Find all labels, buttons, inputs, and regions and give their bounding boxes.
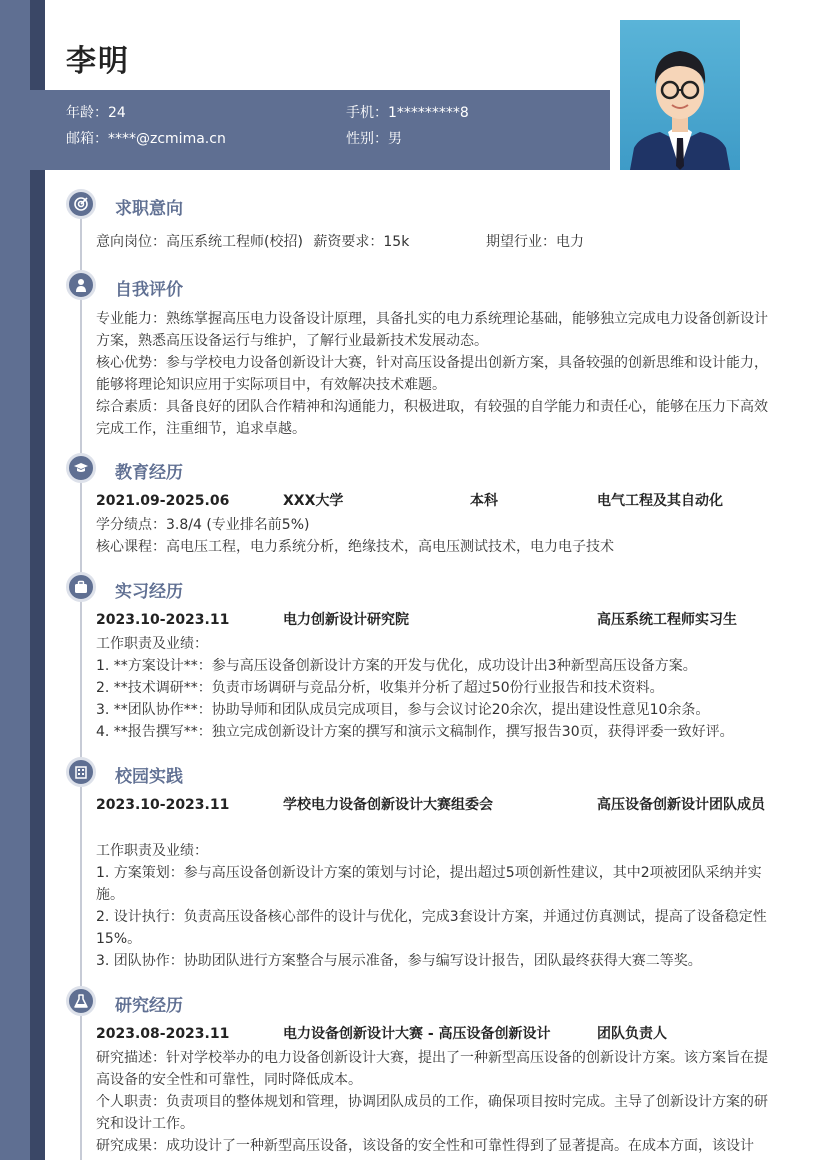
internship-header-row (96, 609, 768, 631)
internship-details (96, 633, 768, 743)
intent-industry: 期望行业：电力 (486, 234, 584, 250)
internship-duty-label: 工作职责及业绩： (96, 636, 208, 652)
campus-header-row (96, 794, 768, 816)
person-icon (66, 270, 96, 300)
education-courses: 核心课程：高电压工程，电力系统分析，绝缘技术，高电压测试技术，电力电子技术 (96, 539, 614, 555)
avatar-illustration (620, 20, 740, 170)
list-item: 2. **技术调研**：负责市场调研与竞品分析，收集并分析了超过50份行业报告和技术资料。 (96, 680, 664, 696)
list-item: 3. **团队协作**：协助导师和团队成员完成项目，参与会议讨论20余次，提出建设性意见10余条。 (96, 702, 710, 718)
left-accent-bar-dark (30, 0, 45, 1160)
education-school: XXX大学 (283, 493, 344, 509)
campus-duty-label: 工作职责及业绩： (96, 843, 208, 859)
briefcase-icon (66, 572, 96, 602)
education-header-row (96, 490, 768, 512)
target-icon (66, 189, 96, 219)
age-label: 年龄： (66, 105, 108, 121)
phone-label: 手机： (346, 105, 388, 121)
campus-org: 学校电力设备创新设计大赛组委会 (283, 797, 493, 813)
email-field (66, 128, 226, 148)
research-date: 2023.08-2023.11 (96, 1026, 230, 1042)
age-value: 24 (108, 105, 126, 121)
email-label: 邮箱： (66, 131, 108, 147)
phone-value: 1*********8 (388, 105, 469, 121)
education-date: 2021.09-2025.06 (96, 493, 230, 509)
graduation-cap-icon (66, 453, 96, 483)
research-role: 团队负责人 (597, 1026, 667, 1042)
self-eval-p1: 专业能力：熟练掌握高压电力设备设计原理，具备扎实的电力系统理论基础，能够独立完成电力设备创新设计方案，熟悉高压设备运行与维护，了解行业最新技术发展动态。 (96, 311, 768, 349)
internship-role: 高压系统工程师实习生 (597, 612, 737, 628)
self-eval-block (96, 308, 768, 440)
section-title-intent: 求职意向 (115, 199, 183, 219)
profile-photo (620, 20, 740, 170)
internship-company: 电力创新设计研究院 (283, 612, 409, 628)
gender-value: 男 (388, 131, 402, 147)
gender-field (346, 128, 402, 148)
section-title-internship: 实习经历 (115, 582, 183, 602)
intent-row (96, 231, 768, 253)
section-title-research: 研究经历 (115, 996, 183, 1016)
campus-details (96, 840, 768, 972)
email-value: ****@zcmima.cn (108, 131, 226, 147)
list-item: 1. 方案策划：参与高压设备创新设计方案的策划与讨论，提出超过5项创新性建议，其中2项被团队采纳并实施。 (96, 865, 762, 903)
campus-role: 高压设备创新设计团队成员 (597, 797, 765, 813)
research-result: 研究成果：成功设计了一种新型高压设备，该设备的安全性和可靠性得到了显著提高。在成本方面，该设计 (96, 1138, 754, 1154)
list-item: 2. 设计执行：负责高压设备核心部件的设计与优化，完成3套设计方案，并通过仿真测试，提高了设备稳定性15%。 (96, 909, 767, 947)
education-gpa: 学分绩点：3.8/4 (专业排名前5%) (96, 517, 310, 533)
research-header-row (96, 1023, 768, 1045)
gender-label: 性别： (346, 131, 388, 147)
list-item: 1. **方案设计**：参与高压设备创新设计方案的开发与优化，成功设计出3种新型高压设备方案。 (96, 658, 697, 674)
building-icon (66, 757, 96, 787)
section-title-education: 教育经历 (115, 463, 183, 483)
intent-position: 意向岗位：高压系统工程师(校招) (96, 234, 303, 250)
list-item: 4. **报告撰写**：独立完成创新设计方案的撰写和演示文稿制作，撰写报告30页，获得评委一致好评。 (96, 724, 734, 740)
section-title-self-eval: 自我评价 (115, 280, 183, 300)
section-timeline (80, 200, 82, 1160)
education-major: 电气工程及其自动化 (597, 493, 723, 509)
left-accent-bar (0, 0, 30, 1160)
self-eval-p2: 核心优势：参与学校电力设备创新设计大赛，针对高压设备提出创新方案，具备较强的创新思维和设计能力，能够将理论知识应用于实际项目中，有效解决技术难题。 (96, 355, 768, 393)
internship-date: 2023.10-2023.11 (96, 612, 230, 628)
self-eval-p3: 综合素质：具备良好的团队合作精神和沟通能力，积极进取，有较强的自学能力和责任心，能够在压力下高效完成工作，注重细节，追求卓越。 (96, 399, 768, 437)
list-item: 3. 团队协作：协助团队进行方案整合与展示准备，参与编写设计报告，团队最终获得大赛二等奖。 (96, 953, 702, 969)
research-project: 电力设备创新设计大赛 - 高压设备创新设计 (283, 1026, 551, 1042)
phone-field (346, 102, 469, 122)
research-details (96, 1047, 768, 1157)
campus-date: 2023.10-2023.11 (96, 797, 230, 813)
section-title-campus: 校园实践 (115, 767, 183, 787)
education-details (96, 514, 768, 558)
candidate-name: 李明 (66, 44, 130, 79)
personal-info-band (30, 90, 610, 170)
flask-icon (66, 986, 96, 1016)
research-desc: 研究描述：针对学校举办的电力设备创新设计大赛，提出了一种新型高压设备的创新设计方案。该方案旨在提高设备的安全性和可靠性，同时降低成本。 (96, 1050, 768, 1088)
education-degree: 本科 (470, 493, 498, 509)
age-field (66, 102, 126, 122)
research-duty: 个人职责：负责项目的整体规划和管理，协调团队成员的工作，确保项目按时完成。主导了创新设计方案的研究和设计工作。 (96, 1094, 768, 1132)
intent-salary: 薪资要求：15k (313, 234, 410, 250)
